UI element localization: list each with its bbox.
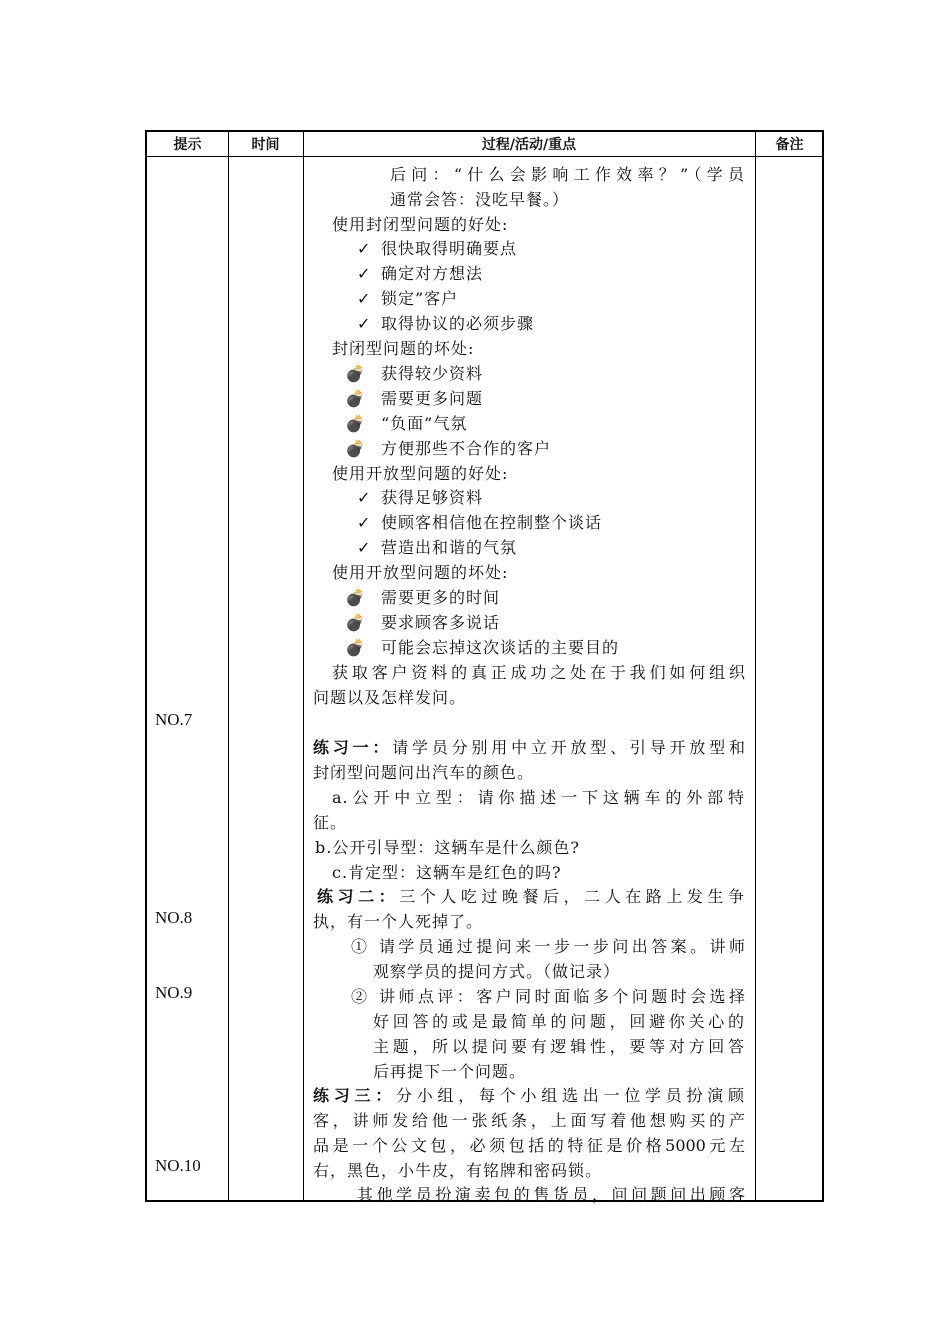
list-item: 💣 方便那些不合作的客户 — [345, 439, 552, 458]
check-icon: ✓ — [357, 488, 372, 507]
label-no9: NO.9 — [155, 983, 193, 1002]
list-item: ✓ 使顾客相信他在控制整个谈话 — [357, 513, 603, 532]
bomb-icon: 💣 — [345, 389, 366, 408]
list-item: ✓ 锁定”客户 — [357, 289, 459, 308]
text-line: 后再提下一个问题。 — [373, 1062, 527, 1081]
text-line: 好回答的或是最简单的问题，回避你关心的 — [373, 1012, 745, 1031]
header-notes: 备注 — [775, 137, 804, 153]
text-line: 执，有一个人死掉了。 — [313, 912, 484, 931]
column-divider — [303, 132, 304, 1200]
list-item: 💣 需要更多问题 — [345, 389, 484, 408]
text-line: 其他学员扮演卖包的售货员，问问题问出顾客 — [357, 1185, 745, 1204]
text-line: 右，黑色，小牛皮，有铭牌和密码锁。 — [313, 1161, 603, 1180]
list-item: 💣 需要更多的时间 — [345, 588, 501, 607]
text-line: ① 请学员通过提问来一步一步问出答案。讲师 — [351, 937, 745, 956]
list-item: 💣 “负面”气氛 — [345, 414, 468, 433]
section-heading: 使用封闭型问题的好处: — [332, 215, 509, 234]
bomb-icon: 💣 — [345, 613, 366, 632]
list-item: 💣 获得较少资料 — [345, 364, 484, 383]
text-line: ② 讲师点评：客户同时面临多个问题时会选择 — [351, 987, 745, 1006]
list-item: 💣 要求顾客多说话 — [345, 613, 501, 632]
bomb-icon: 💣 — [345, 364, 366, 383]
text-line: 品是一个公文包，必须包括的特征是价格5000元左 — [313, 1136, 745, 1155]
check-icon: ✓ — [357, 314, 372, 333]
text-line: 获取客户资料的真正成功之处在于我们如何组织 — [332, 663, 745, 682]
label-no8: NO.8 — [155, 908, 193, 927]
header-hint: 提示 — [173, 137, 202, 153]
header-time: 时间 — [251, 137, 280, 153]
list-item: ✓ 很快取得明确要点 — [357, 239, 518, 258]
text-line: a.公开中立型：请你描述一下这辆车的外部特 — [332, 788, 745, 807]
header-process: 过程/活动/重点 — [481, 137, 577, 153]
check-icon: ✓ — [357, 239, 372, 258]
check-icon: ✓ — [357, 289, 372, 308]
exercise-3-line: 练习三：分小组，每个小组选出一位学员扮演顾 — [313, 1086, 745, 1105]
section-heading: 封闭型问题的坏处: — [332, 339, 475, 358]
text-line: 通常会答：没吃早餐。） — [390, 190, 570, 209]
bomb-icon: 💣 — [345, 588, 366, 607]
lesson-table — [145, 130, 824, 1202]
text-line: 征。 — [313, 813, 348, 832]
label-no7: NO.7 — [155, 710, 193, 729]
header-divider — [147, 156, 822, 157]
section-heading: 使用开放型问题的坏处: — [332, 563, 509, 582]
text-line: 问题以及怎样发问。 — [313, 688, 467, 707]
text-line: 观察学员的提问方式。（做记录） — [373, 962, 621, 981]
exercise-3-title: 练习三： — [313, 1086, 396, 1105]
list-item: ✓ 取得协议的必须步骤 — [357, 314, 535, 333]
text-line: 后问：“什么会影响工作效率？”（学员 — [390, 165, 745, 184]
bomb-icon: 💣 — [345, 638, 366, 657]
exercise-2-line: 练习二：三个人吃过晚餐后，二人在路上发生争 — [317, 887, 745, 906]
exercise-2-title: 练习二： — [317, 887, 400, 906]
text-line: 客，讲师发给他一张纸条，上面写着他想购买的产 — [313, 1111, 745, 1130]
bomb-icon: 💣 — [345, 414, 366, 433]
check-icon: ✓ — [357, 538, 372, 557]
label-no10: NO.10 — [155, 1156, 201, 1175]
text-line: 封闭型问题问出汽车的颜色。 — [313, 763, 535, 782]
list-item: 💣 可能会忘掉这次谈话的主要目的 — [345, 638, 620, 657]
section-heading: 使用开放型问题的好处: — [332, 464, 509, 483]
exercise-1-line: 练习一：请学员分别用中立开放型、引导开放型和 — [313, 738, 745, 757]
column-divider — [228, 132, 229, 1200]
text-line: 主题，所以提问要有逻辑性，要等对方回答 — [373, 1037, 745, 1056]
bomb-icon: 💣 — [345, 439, 366, 458]
check-icon: ✓ — [357, 513, 372, 532]
text-line: c.肯定型：这辆车是红色的吗? — [332, 863, 562, 882]
list-item: ✓ 确定对方想法 — [357, 264, 484, 283]
list-item: ✓ 营造出和谐的气氛 — [357, 538, 518, 557]
check-icon: ✓ — [357, 264, 372, 283]
exercise-1-title: 练习一： — [313, 738, 393, 757]
text-line: b.公开引导型：这辆车是什么颜色? — [315, 838, 580, 857]
column-divider — [755, 132, 756, 1200]
list-item: ✓ 获得足够资料 — [357, 488, 484, 507]
